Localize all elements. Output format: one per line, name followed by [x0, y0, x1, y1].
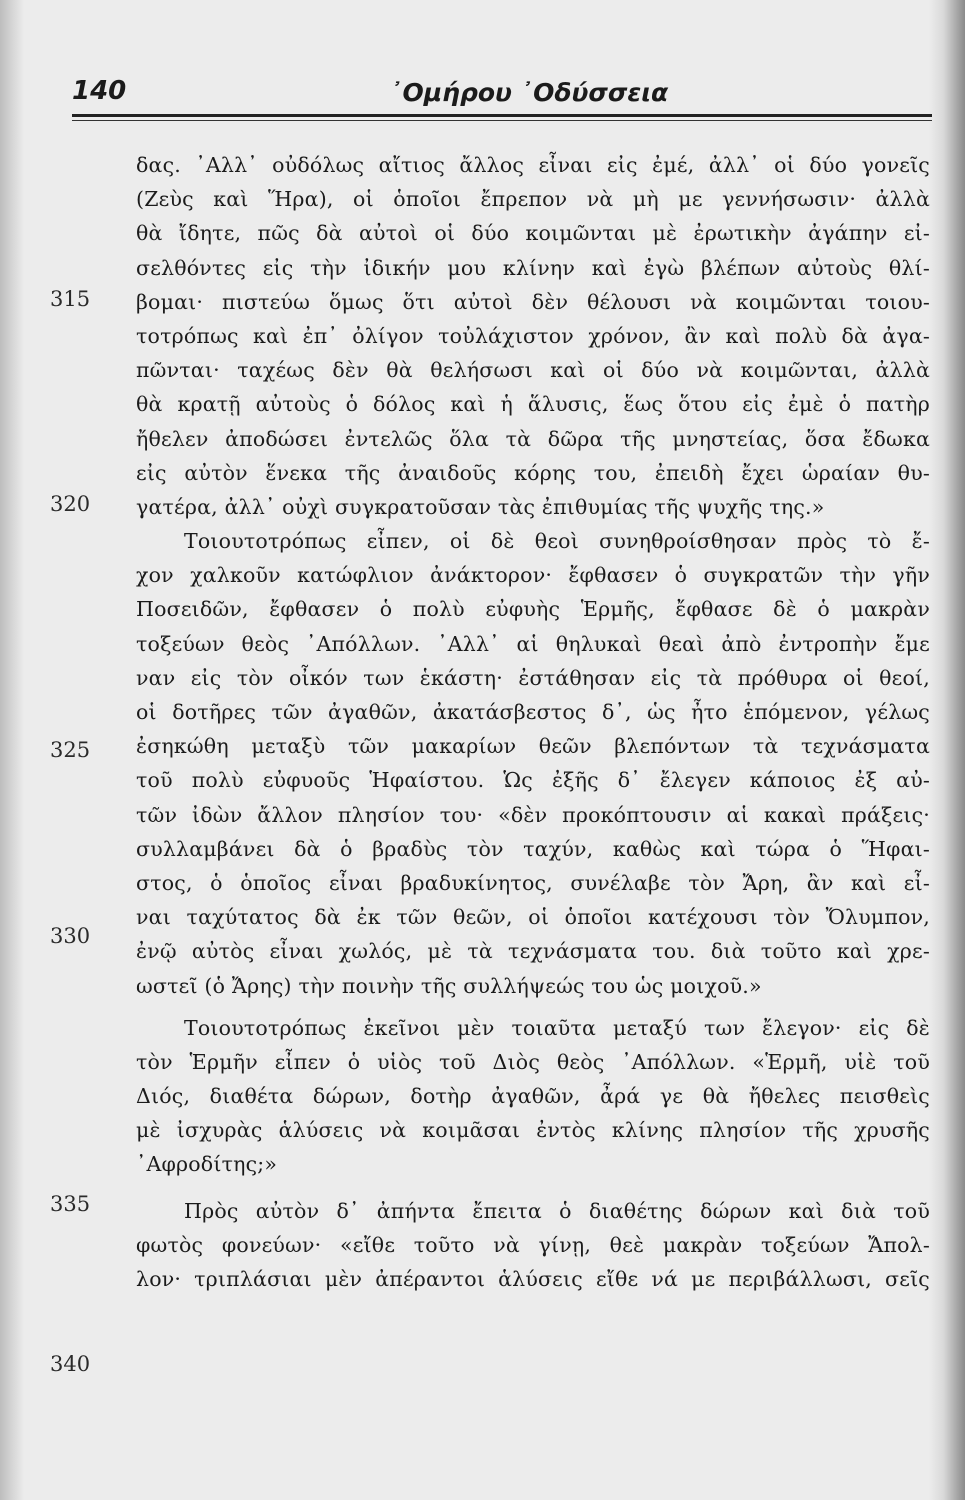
page-edge-shadow — [929, 0, 965, 1500]
header-rule — [72, 120, 932, 121]
text-line: χον χαλκοῦν κατώφλιον ἀνάκτορον· ἔφθασεν ὁ συγκρατῶν τὴν γῆν — [136, 563, 930, 588]
text-line: συλλαμβάνει δὰ ὁ βραδὺς τὸν ταχύν, καθὼς καὶ τώρα ὁ Ἥφαι- — [136, 836, 930, 861]
text-line: Διός, διαθέτα δώρων, δοτὴρ ἀγαθῶν, ἆρά γε θὰ ἤθελες πεισθεὶς — [136, 1084, 930, 1109]
text-line: δας. ᾽Αλλ᾽ οὐδόλως αἴτιος ἄλλος εἶναι εἰς ἐμέ, ἀλλ᾽ οἱ δύο γονεῖς — [136, 153, 930, 177]
text-line: (Ζεὺς καὶ Ἥρα), οἱ ὁποῖοι ἔπρεπον νὰ μὴ με γεννήσωσιν· ἀλλὰ — [136, 187, 930, 212]
text-line: μὲ ἰσχυρὰς ἁλύσεις νὰ κοιμᾶσαι ἐντὸς κλίνης πλησίον τῆς χρυσῆς — [136, 1118, 930, 1143]
text-line: Τοιουτοτρόπως εἶπεν, οἱ δὲ θεοὶ συνηθροίσθησαν πρὸς τὸ ἔ- — [184, 529, 930, 554]
running-title: ᾽Ομήρου ᾽Οδύσσεια — [390, 78, 669, 107]
text-line: Ποσειδῶν, ἔφθασεν ὁ πολὺ εὐφυὴς Ἑρμῆς, ἔφθασε δὲ ὁ μακρὰν — [136, 597, 930, 622]
verse-line-number: 340 — [50, 1352, 91, 1376]
text-line: ᾽Αφροδίτης;» — [136, 1152, 278, 1177]
text-line: θὰ κρατῇ αὐτοὺς ὁ δόλος καὶ ἡ ἅλυσις, ἕως ὅτου εἰς ἐμὲ ὁ πατὴρ — [136, 392, 930, 417]
body-text — [136, 148, 930, 1296]
verse-line-number: 325 — [50, 738, 91, 762]
text-line: ἤθελεν ἀποδώσει ἐντελῶς ὅλα τὰ δῶρα τῆς μνηστείας, ὅσα ἔδωκα — [136, 426, 930, 451]
text-line: τοτρόπως καὶ ἐπ᾽ ὀλίγον τοὐλάχιστον χρόνον, ἂν καὶ πολὺ δὰ ἀγα- — [136, 323, 930, 348]
text-line: τοῦ πολὺ εὐφυοῦς Ἡφαίστου. Ὡς ἐξῆς δ᾽ ἔλεγεν κάποιος ἐξ αὐ- — [136, 768, 930, 793]
page-header — [72, 72, 932, 112]
text-line: τοξεύων θεὸς ᾽Απόλλων. ᾽Αλλ᾽ αἱ θηλυκαὶ θεαὶ ἀπὸ ἐντροπὴν ἔμε — [136, 631, 930, 656]
text-line: λον· τριπλάσιαι μὲν ἀπέραντοι ἁλύσεις εἴθε νά με περιβάλλωσι, σεῖς — [136, 1267, 930, 1291]
text-line: τὸν Ἑρμῆν εἶπεν ὁ υἱὸς τοῦ Διὸς θεὸς ᾽Απόλλων. «Ἑρμῆ, υἱὲ τοῦ — [136, 1049, 930, 1074]
page-edge-shadow — [0, 0, 24, 1500]
header-rule — [72, 114, 932, 117]
text-line: ναι ταχύτατος δὰ ἐκ τῶν θεῶν, οἱ ὁποῖοι κατέχουσι τὸν Ὄλυμπον, — [136, 905, 930, 930]
text-line: Τοιουτοτρόπως ἐκεῖνοι μὲν τοιαῦτα μεταξύ των ἔλεγον· εἰς δὲ — [184, 1015, 930, 1040]
text-line: εἰς αὐτὸν ἕνεκα τῆς ἀναιδοῦς κόρης του, ἐπειδὴ ἔχει ὡραίαν θυ- — [136, 460, 930, 485]
text-line: ναν εἰς τὸν οἶκόν των ἑκάστη· ἐστάθησαν εἰς τὰ πρόθυρα οἱ θεοί, — [136, 665, 930, 690]
page-number: 140 — [72, 76, 127, 106]
verse-line-number: 315 — [50, 287, 91, 311]
text-line: ωστεῖ (ὁ Ἄρης) τὴν ποινὴν τῆς συλλήψεώς του ὡς μοιχοῦ.» — [136, 973, 762, 998]
text-line: πῶνται· ταχέως δὲν θὰ θελήσωσι καὶ οἱ δύο νὰ κοιμῶνται, ἀλλὰ — [136, 358, 930, 383]
text-line: σελθόντες εἰς τὴν ἰδικήν μου κλίνην καὶ ἐγὼ βλέπων αὐτοὺς θλί- — [136, 255, 930, 280]
text-line: στος, ὁ ὁποῖος εἶναι βραδυκίνητος, συνέλαβε τὸν Ἄρη, ἂν καὶ εἶ- — [136, 870, 930, 895]
text-line: γατέρα, ἀλλ᾽ οὐχὶ συγκρατοῦσαν τὰς ἐπιθυμίας τῆς ψυχῆς της.» — [136, 494, 825, 519]
text-line: ἐσηκώθη μεταξὺ τῶν μακαρίων θεῶν βλεπόντων τὰ τεχνάσματα — [136, 734, 930, 759]
verse-line-number: 320 — [50, 492, 91, 516]
text-line: Πρὸς αὐτὸν δ᾽ ἀπήντα ἔπειτα ὁ διαθέτης δώρων καὶ διὰ τοῦ — [184, 1198, 930, 1223]
verse-line-number: 330 — [50, 924, 91, 948]
text-line: οἱ δοτῆρες τῶν ἀγαθῶν, ἀκατάσβεστος δ᾽, ὡς ἦτο ἑπόμενον, γέλως — [136, 700, 930, 724]
verse-line-number: 335 — [50, 1192, 91, 1216]
text-line: τῶν ἰδὼν ἄλλον πλησίον του· «δὲν προκόπτουσιν αἱ κακαὶ πράξεις· — [136, 802, 930, 827]
text-line: ἐνῷ αὐτὸς εἶναι χωλός, μὲ τὰ τεχνάσματα του. διὰ τοῦτο καὶ χρε- — [136, 939, 930, 964]
text-line: φωτὸς φονεύων· «εἴθε τοῦτο νὰ γίνῃ, θεὲ μακρὰν τοξεύων Ἄπολ- — [136, 1232, 930, 1257]
text-line: βομαι· πιστεύω ὅμως ὅτι αὐτοὶ δὲν θέλουσι νὰ κοιμῶνται τοιου- — [136, 289, 930, 314]
text-line: θὰ ἴδητε, πῶς δὰ αὐτοὶ οἱ δύο κοιμῶνται μὲ ἐρωτικὴν ἀγάπην εἰ- — [136, 221, 930, 246]
